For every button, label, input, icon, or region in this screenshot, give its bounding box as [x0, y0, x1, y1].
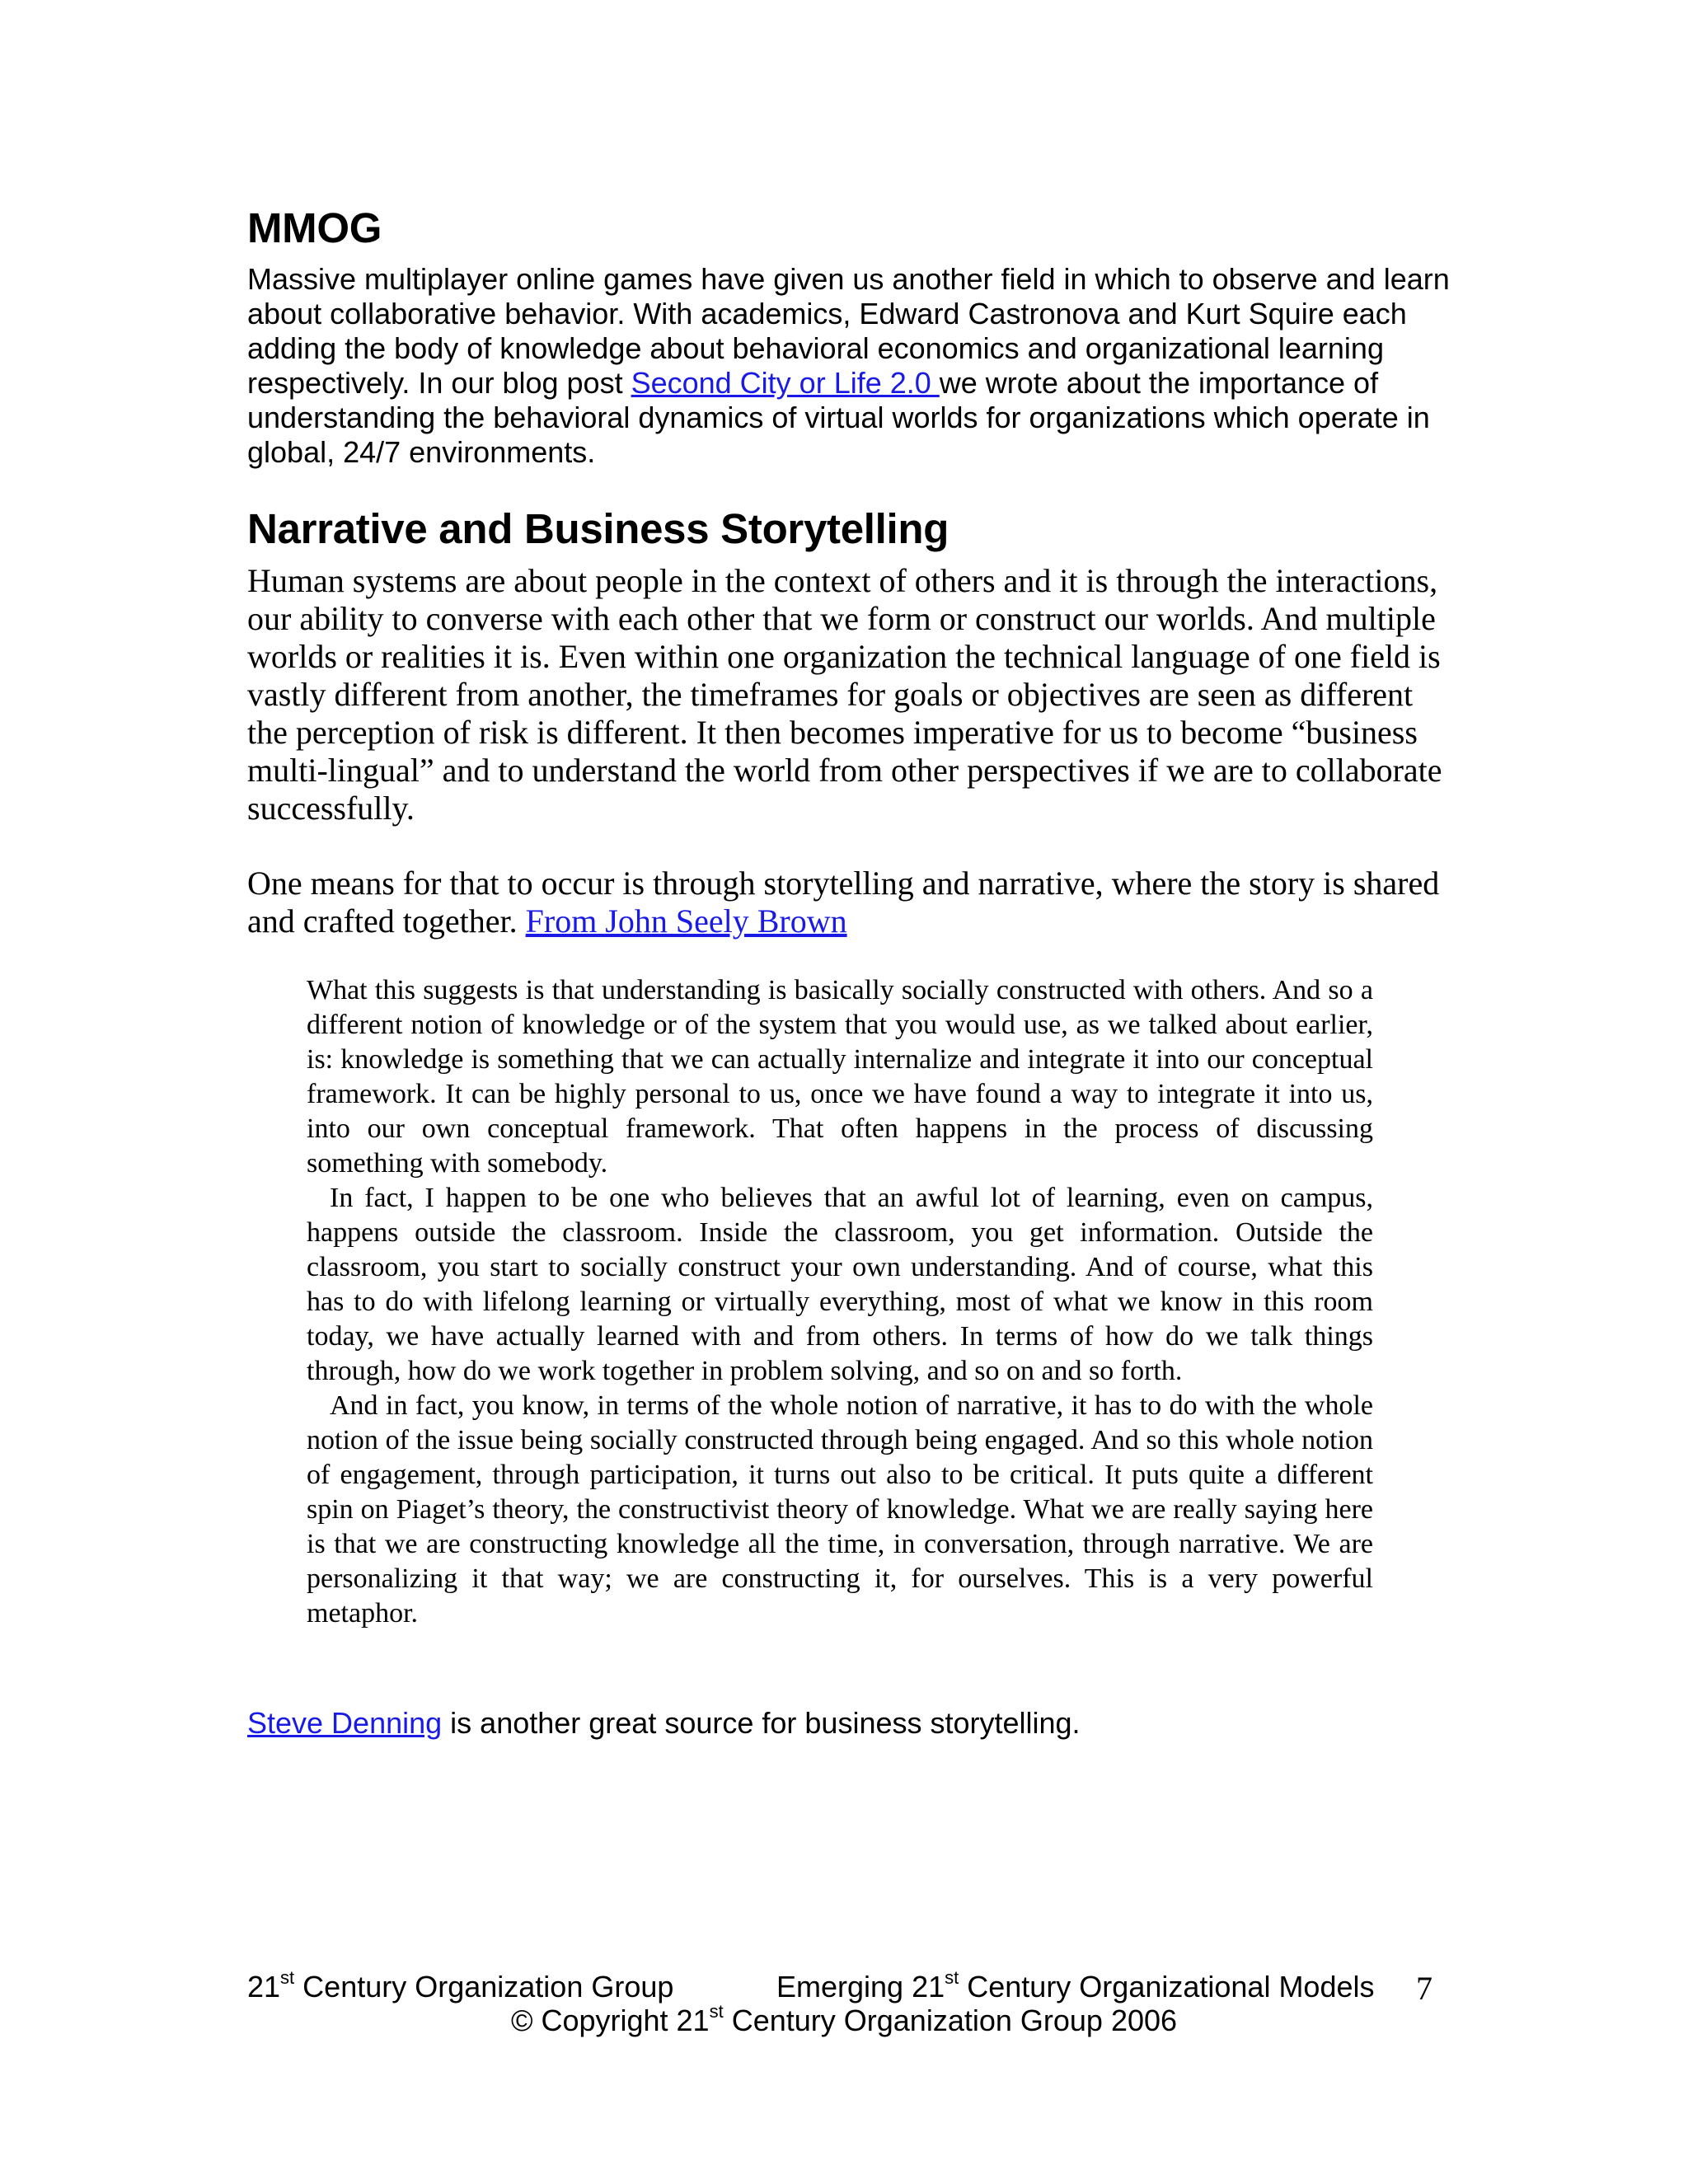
footer-org-post: Century Organization Group — [294, 1970, 674, 2004]
footer-org-sup: st — [280, 1967, 295, 1988]
mmog-paragraph — [247, 262, 1451, 470]
copyright-post: Century Organization Group 2006 — [723, 2004, 1178, 2037]
second-city-link[interactable]: Second City or Life 2.0 — [631, 366, 940, 400]
quote-paragraph-3: And in fact, you know, in terms of the whole notion of narrative, it has to do with the whole notion of the issue being socially constructed through being engaged. And so this whole notion of engagement, through participation, it turns out also to be critical. It puts quite a different spin on Piaget’s theory, the constructivist theory of knowledge. What we are really saying here is that we are constructing knowledge all the time, in conversation, through narrative. We are personalizing it that way; we are constructing it, for ourselves. This is a very powerful metaphor. — [307, 1390, 1373, 1629]
closing-paragraph — [247, 1706, 1451, 1741]
quote-paragraph-1: What this suggests is that understanding is basically socially constructed with others. And so a different notion of knowledge or of the system that you would use, as we talked about earlier, is: knowledge is something that we can actually internalize and integrate it into our conceptual framework. It can be highly personal to us, once we have found a way to integrate it into us, into our own conceptual framework. That often happens in the process of discussing something with somebody. — [307, 975, 1373, 1179]
mmog-text-before-link: Massive multiplayer online games have given us another field in which to observe and learn about collaborative behavior. With academics, Edward Castronova and Kurt Squire each adding the body of knowledge about behavioral economics and organizational learning respectively. In our blog post — [247, 262, 1450, 400]
copyright-pre: © Copyright 21 — [510, 2004, 710, 2037]
copyright-sup: st — [709, 2001, 724, 2022]
narrative-heading: Narrative and Business Storytelling — [247, 505, 950, 552]
mmog-text-after-link: we wrote about the importance of understanding the behavioral dynamics of virtual worlds for organizations which operate in global, 24/7 environments. — [247, 366, 1430, 469]
narrative-paragraph-1: Human systems are about people in the context of others and it is through the interactions, our ability to converse with each other that we form or construct our worlds. And multiple worlds or realities it is. Even within one organization the technical language of one field is vastly different from another, the timeframes for goals or objectives are seen as different the perception of risk is different. It then becomes imperative for us to become “business multi-lingual” and to understand the world from other perspectives if we are to collaborate successfully. — [247, 562, 1442, 827]
narrative-paragraph-2-text: One means for that to occur is through storytelling and narrative, where the story is shared and crafted together. — [247, 865, 1440, 940]
narrative-paragraph-2 — [247, 865, 1451, 940]
john-seely-brown-link[interactable]: From John Seely Brown — [525, 902, 847, 940]
footer-title-pre: Emerging 21 — [776, 1970, 945, 2004]
mmog-heading: MMOG — [247, 204, 382, 251]
quote-paragraph-2: In fact, I happen to be one who believes that an awful lot of learning, even on campus, happens outside the classroom. Inside the classroom, you get information. Outside the classroom, you start to socially construct your own understanding. And of course, what this has to do with lifelong learning or virtually everything, most of what we know in this room today, we have actually learned with and from others. In terms of how do we talk things through, how do we work together in problem solving, and so on and so forth. — [307, 1183, 1373, 1386]
footer-org-pre: 21 — [247, 1970, 281, 2004]
footer-title-sup: st — [945, 1967, 959, 1988]
steve-denning-link[interactable]: Steve Denning — [247, 1706, 443, 1740]
closing-text: is another great source for business storytelling. — [442, 1706, 1081, 1740]
footer-copyright — [0, 2001, 1688, 2038]
footer-title-post: Century Organizational Models — [959, 1970, 1375, 2004]
footer-document-title — [776, 1967, 1375, 2004]
footer-organization — [247, 1967, 674, 2004]
john-seely-brown-quote — [307, 973, 1373, 1631]
page-number: 7 — [1416, 1970, 1432, 2007]
